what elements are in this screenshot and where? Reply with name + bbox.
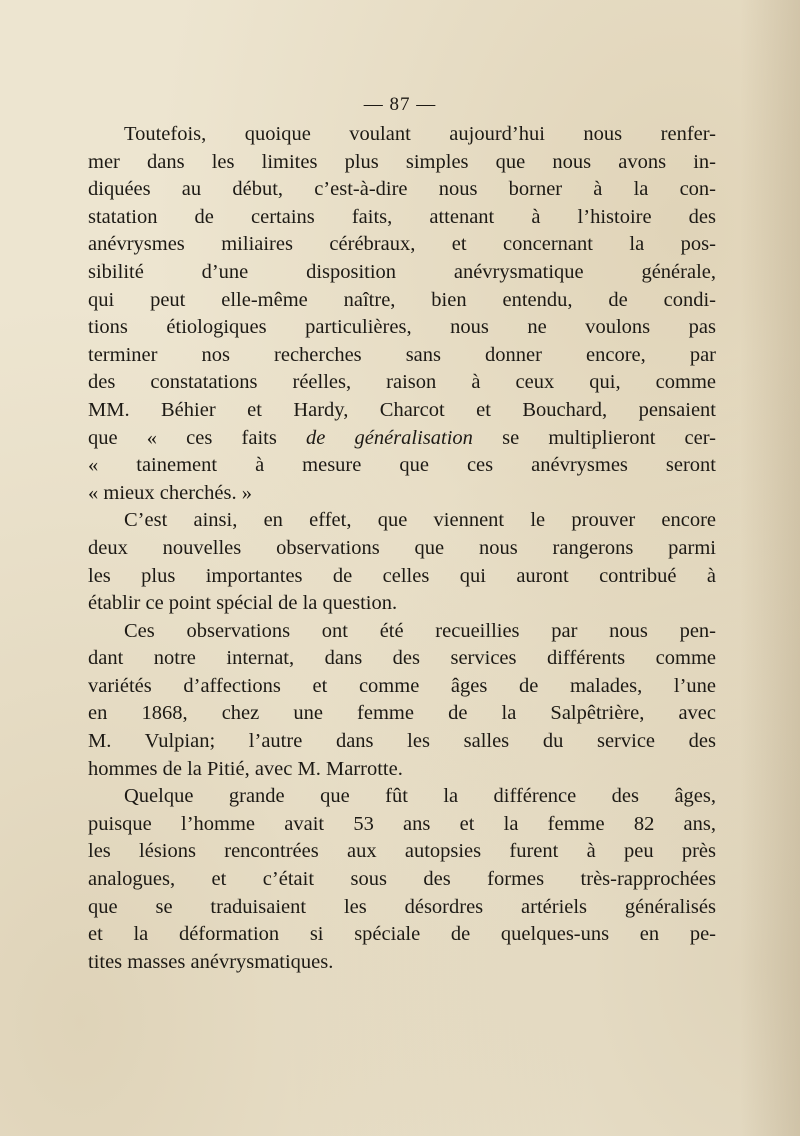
- text-line: tites masses anévrysmatiques.: [88, 950, 334, 973]
- text-line: des constatations réelles, raison à ceux qui, comme: [88, 371, 716, 394]
- text-line: Ces observations ont été recueillies par nous pen-: [124, 619, 716, 642]
- page-edge-shading: [740, 0, 800, 1136]
- text-line: en 1868, chez une femme de la Salpêtrière, avec: [88, 702, 716, 725]
- text-line: mer dans les limites plus simples que nous avons in-: [88, 150, 716, 173]
- text-line: Quelque grande que fût la différence des âges,: [124, 785, 716, 808]
- text-line: statation de certains faits, attenant à l’histoire des: [88, 205, 716, 228]
- text-line: sibilité d’une disposition anévrysmatique générale,: [88, 260, 716, 283]
- text-line: MM. Béhier et Hardy, Charcot et Bouchard, pensaient: [88, 398, 716, 421]
- text-line: tions étiologiques particulières, nous ne voulons pas: [88, 316, 716, 339]
- text-line-with-italic: [88, 425, 716, 453]
- text-line: analogues, et c’était sous des formes très-rapprochées: [88, 868, 716, 891]
- text-line: M. Vulpian; l’autre dans les salles du service des: [88, 730, 716, 753]
- italic-phrase: de généralisation: [305, 426, 473, 449]
- text-line: établir ce point spécial de la question.: [88, 592, 398, 615]
- page-number: — 87 —: [363, 94, 437, 115]
- text-segment: se multiplieront cer-: [472, 426, 716, 449]
- text-line: Toutefois, quoique voulant aujourd’hui nous renfer-: [124, 123, 716, 145]
- text-line: variétés d’affections et comme âges de malades, l’une: [88, 674, 716, 697]
- text-line: qui peut elle-même naître, bien entendu, de condi-: [88, 288, 716, 311]
- text-line: diquées au début, c’est-à-dire nous borner à la con-: [88, 178, 716, 201]
- text-line: que se traduisaient les désordres artériels généralisés: [88, 895, 716, 918]
- text-line: dant notre internat, dans des services différents comme: [88, 647, 716, 670]
- text-line: deux nouvelles observations que nous rangerons parmi: [88, 536, 716, 559]
- text-line: puisque l’homme avait 53 ans et la femme 82 ans,: [88, 812, 716, 835]
- text-line: anévrysmes miliaires cérébraux, et concernant la pos-: [88, 233, 716, 256]
- text-line: hommes de la Pitié, avec M. Marrotte.: [88, 757, 403, 780]
- text-line: les lésions rencontrées aux autopsies furent à peu près: [88, 840, 716, 863]
- text-line: terminer nos recherches sans donner encore, par: [88, 343, 716, 366]
- text-line: « tainement à mesure que ces anévrysmes seront: [88, 454, 716, 477]
- body-text: [88, 121, 716, 976]
- text-line: et la déformation si spéciale de quelques-uns en pe-: [88, 923, 716, 946]
- text-line: les plus importantes de celles qui auront contribué à: [88, 564, 716, 587]
- text-line: C’est ainsi, en effet, que viennent le prouver encore: [124, 509, 716, 532]
- text-segment: que « ces faits: [88, 426, 306, 449]
- text-line: « mieux cherchés. »: [88, 481, 252, 504]
